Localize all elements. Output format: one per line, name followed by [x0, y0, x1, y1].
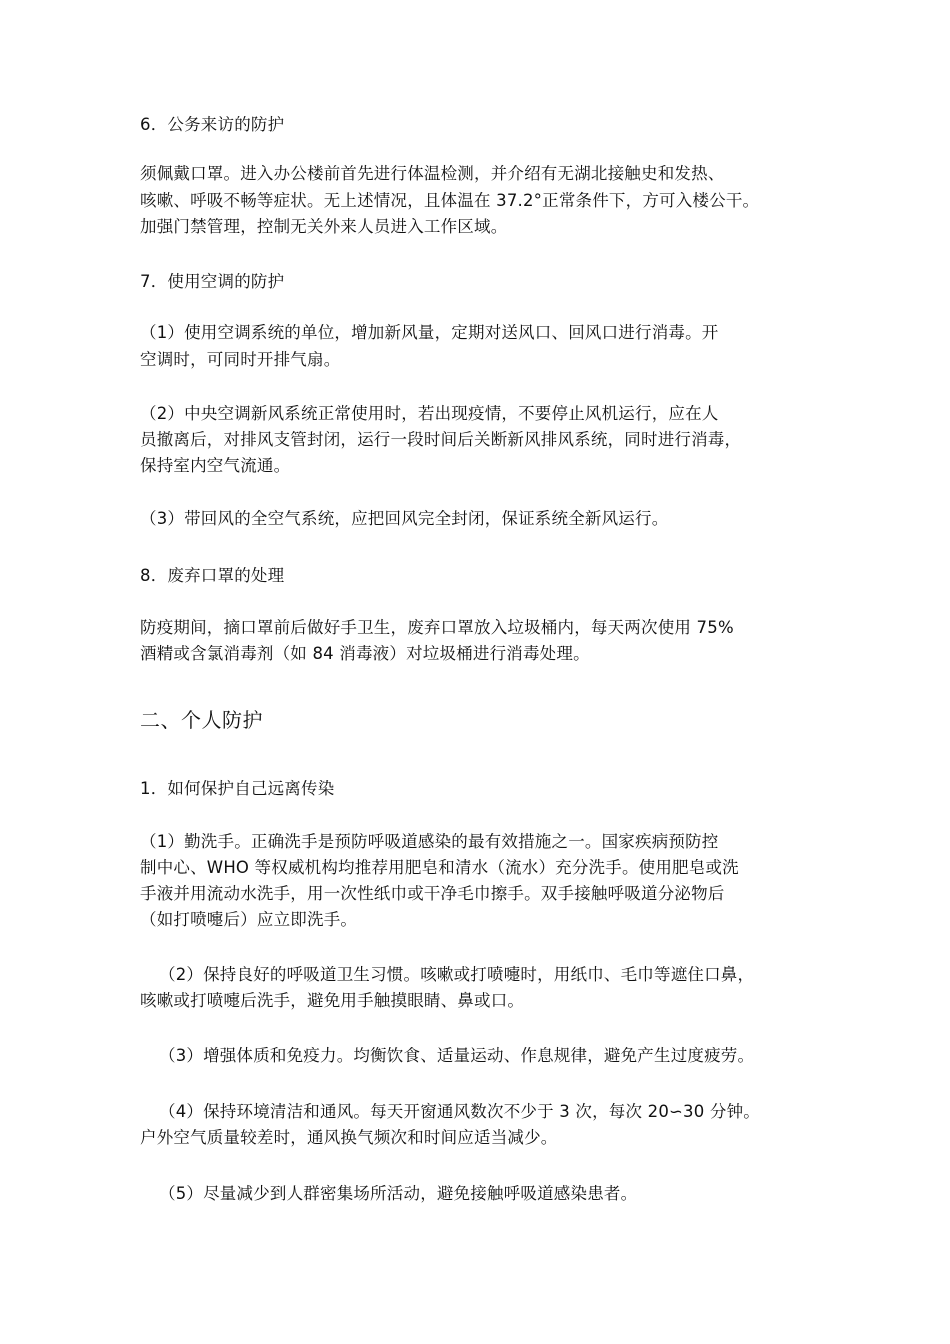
section-6-heading: 6．公务来访的防护: [140, 115, 285, 134]
part-2-p2-line-1: （2）保持良好的呼吸道卫生习惯。咳嗽或打喷嚏时，用纸巾、毛巾等遮住口鼻，: [159, 965, 755, 984]
section-6-line-3: 加强门禁管理，控制无关外来人员进入工作区域。: [140, 217, 508, 236]
part-2-p2-line-2: 咳嗽或打喷嚏后洗手，避免用手触摸眼睛、鼻或口。: [140, 991, 525, 1010]
part-2-p1-line-1: （1）勤洗手。正确洗手是预防呼吸道感染的最有效措施之一。国家疾病预防控: [140, 832, 719, 851]
part-2-p3-line-1: （3）增强体质和免疫力。均衡饮食、适量运动、作息规律，避免产生过度疲劳。: [159, 1046, 755, 1065]
section-8-line-2: 酒精或含氯消毒剂（如 84 消毒液）对垃圾桶进行消毒处理。: [140, 644, 590, 663]
section-7-heading: 7．使用空调的防护: [140, 272, 285, 291]
section-6-line-1: 须佩戴口罩。进入办公楼前首先进行体温检测，并介绍有无湖北接触史和发热、: [140, 164, 725, 183]
section-7-p1-line-1: （1）使用空调系统的单位，增加新风量，定期对送风口、回风口进行消毒。开: [140, 323, 719, 342]
section-7-p2-line-1: （2）中央空调新风系统正常使用时，若出现疫情，不要停止风机运行，应在人: [140, 404, 719, 423]
part-2-p1-line-3: 手液并用流动水洗手，用一次性纸巾或干净毛巾擦手。双手接触呼吸道分泌物后: [140, 884, 725, 903]
section-7-p1-line-2: 空调时，可同时开排气扇。: [140, 350, 341, 369]
section-6-line-2: 咳嗽、呼吸不畅等症状。无上述情况，且体温在 37.2°正常条件下，方可入楼公干。: [140, 191, 760, 210]
section-7-p2-line-2: 员撤离后，对排风支管封闭，运行一段时间后关断新风排风系统，同时进行消毒，: [140, 430, 742, 449]
section-8-line-1: 防疫期间，摘口罩前后做好手卫生，废弃口罩放入垃圾桶内，每天两次使用 75%: [140, 618, 734, 637]
part-2-p5-line-1: （5）尽量减少到人群密集场所活动，避免接触呼吸道感染患者。: [159, 1184, 638, 1203]
section-7-p3-line-1: （3）带回风的全空气系统，应把回风完全封闭，保证系统全新风运行。: [140, 509, 669, 528]
section-7-p2-line-3: 保持室内空气流通。: [140, 456, 291, 475]
part-2-p4-line-1: （4）保持环境清洁和通风。每天开窗通风数次不少于 3 次，每次 20∽30 分钟。: [159, 1102, 760, 1121]
part-2-heading: 二、个人防护: [140, 708, 263, 732]
part-2-p1-line-2: 制中心、WHO 等权威机构均推荐用肥皂和清水（流水）充分洗手。使用肥皂或洗: [140, 858, 739, 877]
part-2-p4-line-2: 户外空气质量较差时，通风换气频次和时间应适当减少。: [140, 1128, 558, 1147]
part-2-p1-line-4: （如打喷嚏后）应立即洗手。: [140, 910, 358, 929]
part-2-sub-1-heading: 1．如何保护自己远离传染: [140, 779, 335, 798]
section-8-heading: 8．废弃口罩的处理: [140, 566, 285, 585]
